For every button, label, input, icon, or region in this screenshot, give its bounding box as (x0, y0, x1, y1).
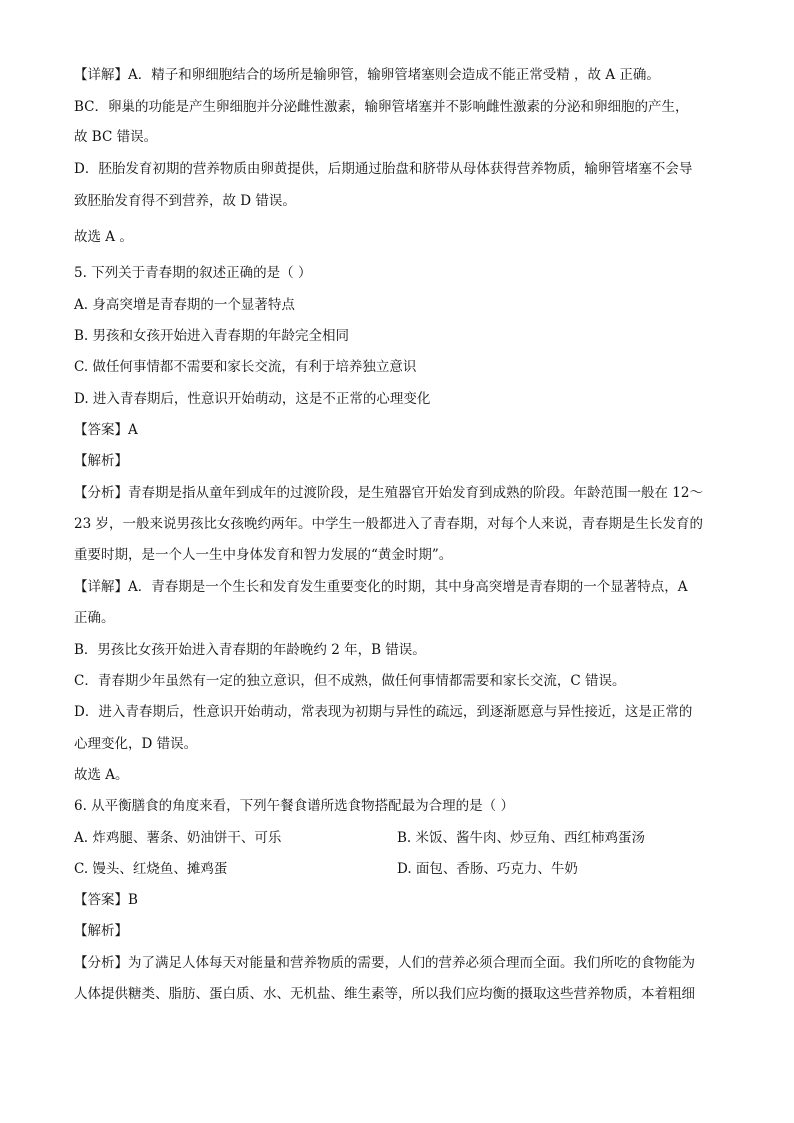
text-line: 致胚胎发育得不到营养，故 D 错误。 (74, 193, 296, 209)
text-line: 故选 A 。 (74, 229, 133, 245)
text-line: 【详解】A．精子和卵细胞结合的场所是输卵管，输卵管堵塞则会造成不能正常受精 ，故 A 正确。 (74, 67, 660, 83)
answer-label: 【答案】B (74, 892, 138, 908)
text-line: 心理变化，D 错误。 (74, 736, 198, 752)
option-d: D. 进入青春期后，性意识开始萌动，这是不正常的心理变化 (74, 391, 431, 407)
option-c: C. 做任何事情都不需要和家长交流，有利于培养独立意识 (74, 359, 417, 375)
option-a: A. 身高突增是青春期的一个显著特点 (74, 297, 295, 313)
text-line: 23 岁，一般来说男孩比女孩晚约两年。中学生一般都进入了青春期，对每个人来说，青春期是生长发育的 (74, 516, 703, 532)
text-line: 【详解】A．青春期是一个生长和发育发生重要变化的时期，其中身高突增是青春期的一个显著特点，A (74, 579, 688, 595)
question-title: 5. 下列关于青春期的叙述正确的是（ ） (74, 265, 312, 281)
text-line: D．胚胎发育初期的营养物质由卵黄提供，后期通过胎盘和脐带从母体获得营养物质，输卵管堵塞不会导 (74, 161, 693, 177)
option-b: B. 男孩和女孩开始进入青春期的年龄完全相同 (74, 328, 350, 344)
question-title: 6. 从平衡膳食的角度来看，下列午餐食谱所选食物搭配最为合理的是（ ） (74, 798, 514, 814)
text-line: C．青春期少年虽然有一定的独立意识，但不成熟，做任何事情都需要和家长交流，C 错误。 (74, 673, 626, 689)
text-line: 正确。 (74, 610, 115, 626)
text-line: B．男孩比女孩开始进入青春期的年龄晚约 2 年，B 错误。 (74, 642, 426, 658)
text-line: 故选 A。 (74, 767, 129, 783)
text-line: 【分析】青春期是指从童年到成年的过渡阶段，是生殖器官开始发育到成熟的阶段。年龄范围一般在 12～ (74, 485, 703, 501)
option-d: D. 面包、香肠、巧克力、牛奶 (397, 861, 578, 877)
text-line: 【分析】为了满足人体每天对能量和营养物质的需要，人们的营养必须合理而全面。我们所吃的食物能为 (74, 955, 695, 971)
text-line: BC．卵巢的功能是产生卵细胞并分泌雌性激素，输卵管堵塞并不影响雌性激素的分泌和卵细胞的产生， (74, 99, 689, 115)
option-b: B. 米饭、酱牛肉、炒豆角、西红柿鸡蛋汤 (397, 830, 646, 846)
text-line: 重要时期，是一个人一生中身体发育和智力发展的“黄金时期”。 (74, 547, 453, 563)
answer-label: 【答案】A (74, 422, 138, 438)
option-c: C. 馒头、红烧鱼、摊鸡蛋 (74, 861, 228, 877)
text-line: D．进入青春期后，性意识开始萌动，常表现为初期与异性的疏远，到逐渐愿意与异性接近，这是正常的 (74, 704, 693, 720)
analysis-label: 【解析】 (74, 453, 128, 469)
option-a: A. 炸鸡腿、薯条、奶油饼干、可乐 (74, 830, 282, 846)
text-line: 故 BC 错误。 (74, 129, 158, 145)
analysis-label: 【解析】 (74, 923, 128, 939)
text-line: 人体提供糖类、脂肪、蛋白质、水、无机盐、维生素等，所以我们应均衡的摄取这些营养物质，本着粗细 (74, 986, 695, 1002)
